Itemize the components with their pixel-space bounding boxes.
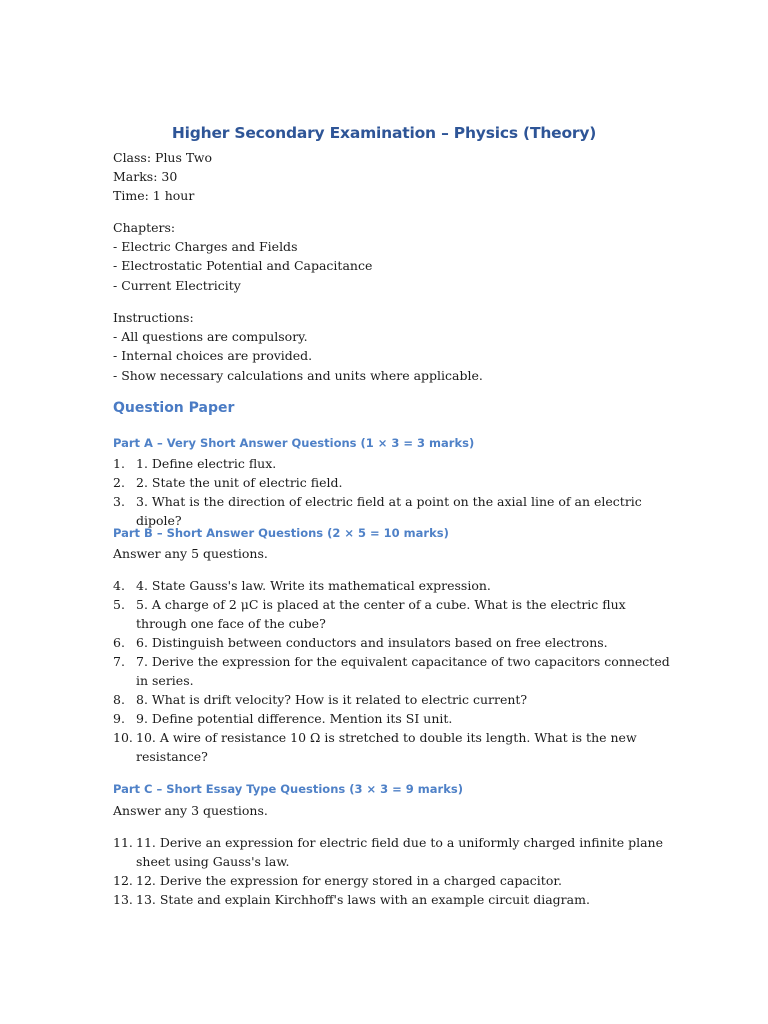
chapters-heading: Chapters:	[113, 220, 176, 235]
part-c-heading: Part C – Short Essay Type Questions (3 × 3 = 9 marks)	[113, 782, 463, 796]
part-a-heading: Part A – Very Short Answer Questions (1 × 3 = 3 marks)	[113, 436, 475, 450]
question-text: 7. Derive the expression for the equivalent capacitance of two capacitors connected in series.	[136, 654, 670, 688]
question-text: 9. Define potential difference. Mention its SI unit.	[136, 711, 453, 726]
time-line: Time: 1 hour	[113, 188, 195, 204]
list-item	[113, 576, 673, 595]
item-number: 7.	[113, 654, 125, 669]
list-item	[113, 890, 673, 909]
list-item	[113, 690, 673, 709]
part-b-note: Answer any 5 questions.	[113, 546, 268, 561]
list-item	[113, 709, 673, 728]
item-number: 11.	[113, 835, 133, 850]
document-title: Higher Secondary Examination – Physics (Theory)	[171, 124, 597, 142]
question-text: 10. A wire of resistance 10 Ω is stretched to double its length. What is the new resistance?	[136, 730, 637, 764]
item-number: 5.	[113, 597, 125, 612]
part-b-heading: Part B – Short Answer Questions (2 × 5 = 10 marks)	[113, 526, 449, 540]
question-paper-heading: Question Paper	[113, 400, 235, 416]
list-item	[113, 871, 673, 890]
item-number: 4.	[113, 578, 125, 593]
instructions-heading: Instructions:	[113, 310, 194, 325]
item-number: 12.	[113, 873, 133, 888]
list-item	[113, 473, 673, 492]
question-text: 2. State the unit of electric field.	[136, 475, 343, 490]
item-number: 2.	[113, 475, 125, 490]
item-number: 6.	[113, 635, 125, 650]
part-c-note: Answer any 3 questions.	[113, 803, 268, 818]
chapter-item: - Electric Charges and Fields	[113, 239, 298, 255]
question-text: 11. Derive an expression for electric field due to a uniformly charged infinite plane sheet using Gauss's law.	[136, 835, 663, 869]
question-text: 5. A charge of 2 μC is placed at the center of a cube. What is the electric flux through one face of the cube?	[136, 597, 626, 631]
part-b-list	[113, 576, 673, 766]
marks-line: Marks: 30	[113, 169, 178, 185]
chapter-item: - Current Electricity	[113, 277, 241, 293]
question-text: 13. State and explain Kirchhoff's laws with an example circuit diagram.	[136, 892, 590, 907]
item-number: 9.	[113, 711, 125, 726]
question-text: 1. Define electric flux.	[136, 456, 277, 471]
item-number: 13.	[113, 892, 133, 907]
part-b-note-block	[113, 544, 673, 563]
instruction-item: - All questions are compulsory.	[113, 329, 308, 345]
chapters-block	[113, 218, 673, 295]
part-c-note-block	[113, 801, 673, 820]
item-number: 3.	[113, 494, 125, 509]
instruction-item: - Internal choices are provided.	[113, 348, 313, 364]
instructions-block	[113, 308, 673, 385]
item-number: 10.	[113, 730, 133, 745]
question-text: 8. What is drift velocity? How is it related to electric current?	[136, 692, 528, 707]
chapter-item: - Electrostatic Potential and Capacitance	[113, 258, 373, 274]
question-text: 12. Derive the expression for energy stored in a charged capacitor.	[136, 873, 562, 888]
list-item	[113, 728, 673, 766]
question-text: 3. What is the direction of electric field at a point on the axial line of an electric dipole?	[136, 494, 642, 528]
list-item	[113, 833, 673, 871]
list-item	[113, 454, 673, 473]
question-text: 4. State Gauss's law. Write its mathematical expression.	[136, 578, 491, 593]
item-number: 8.	[113, 692, 125, 707]
part-c-list	[113, 833, 673, 909]
part-a-list	[113, 454, 673, 530]
list-item	[113, 595, 673, 633]
class-line: Class: Plus Two	[113, 150, 212, 165]
question-text: 6. Distinguish between conductors and insulators based on free electrons.	[136, 635, 608, 650]
list-item	[113, 492, 673, 530]
list-item	[113, 633, 673, 652]
item-number: 1.	[113, 456, 125, 471]
list-item	[113, 652, 673, 690]
exam-meta	[113, 148, 673, 206]
instruction-item: - Show necessary calculations and units where applicable.	[113, 367, 483, 383]
